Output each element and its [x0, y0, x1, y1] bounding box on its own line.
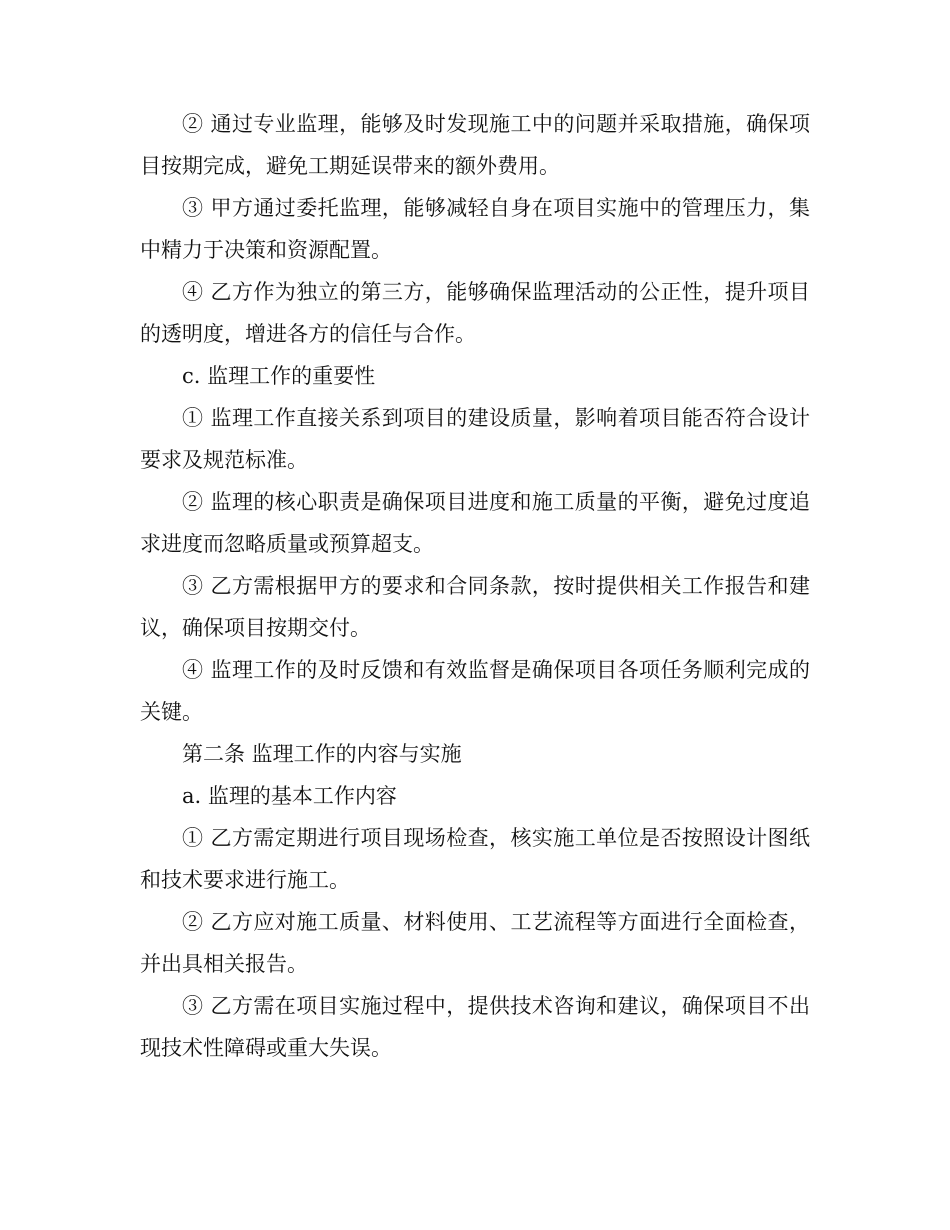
article-heading-2: 第二条 监理工作的内容与实施 — [182, 742, 462, 766]
paragraph-content-3: ③ 乙方需在项目实施过程中，提供技术咨询和建议，确保项目不出现技术性障碍或重大失误。 — [140, 994, 810, 1060]
paragraph-importance-3: ③ 乙方需根据甲方的要求和合同条款，按时提供相关工作报告和建议，确保项目按期交付。 — [140, 574, 810, 640]
paragraph-benefit-2: ② 通过专业监理，能够及时发现施工中的问题并采取措施，确保项目按期完成，避免工期延误带来的额外费用。 — [140, 112, 810, 178]
paragraph-importance-1: ① 监理工作直接关系到项目的建设质量，影响着项目能否符合设计要求及规范标准。 — [140, 406, 810, 472]
paragraph-benefit-3: ③ 甲方通过委托监理，能够减轻自身在项目实施中的管理压力，集中精力于决策和资源配置。 — [140, 196, 810, 262]
paragraph-content-1: ① 乙方需定期进行项目现场检查，核实施工单位是否按照设计图纸和技术要求进行施工。 — [140, 826, 810, 892]
paragraph-benefit-4: ④ 乙方作为独立的第三方，能够确保监理活动的公正性，提升项目的透明度，增进各方的信任与合作。 — [140, 280, 810, 346]
section-heading-c: c. 监理工作的重要性 — [182, 364, 376, 388]
paragraph-importance-4: ④ 监理工作的及时反馈和有效监督是确保项目各项任务顺利完成的关键。 — [140, 658, 810, 724]
document-body — [140, 103, 810, 1069]
section-heading-a: a. 监理的基本工作内容 — [182, 784, 397, 808]
paragraph-importance-2: ② 监理的核心职责是确保项目进度和施工质量的平衡，避免过度追求进度而忽略质量或预算超支。 — [140, 490, 810, 556]
paragraph-content-2: ② 乙方应对施工质量、材料使用、工艺流程等方面进行全面检查，并出具相关报告。 — [140, 910, 810, 976]
